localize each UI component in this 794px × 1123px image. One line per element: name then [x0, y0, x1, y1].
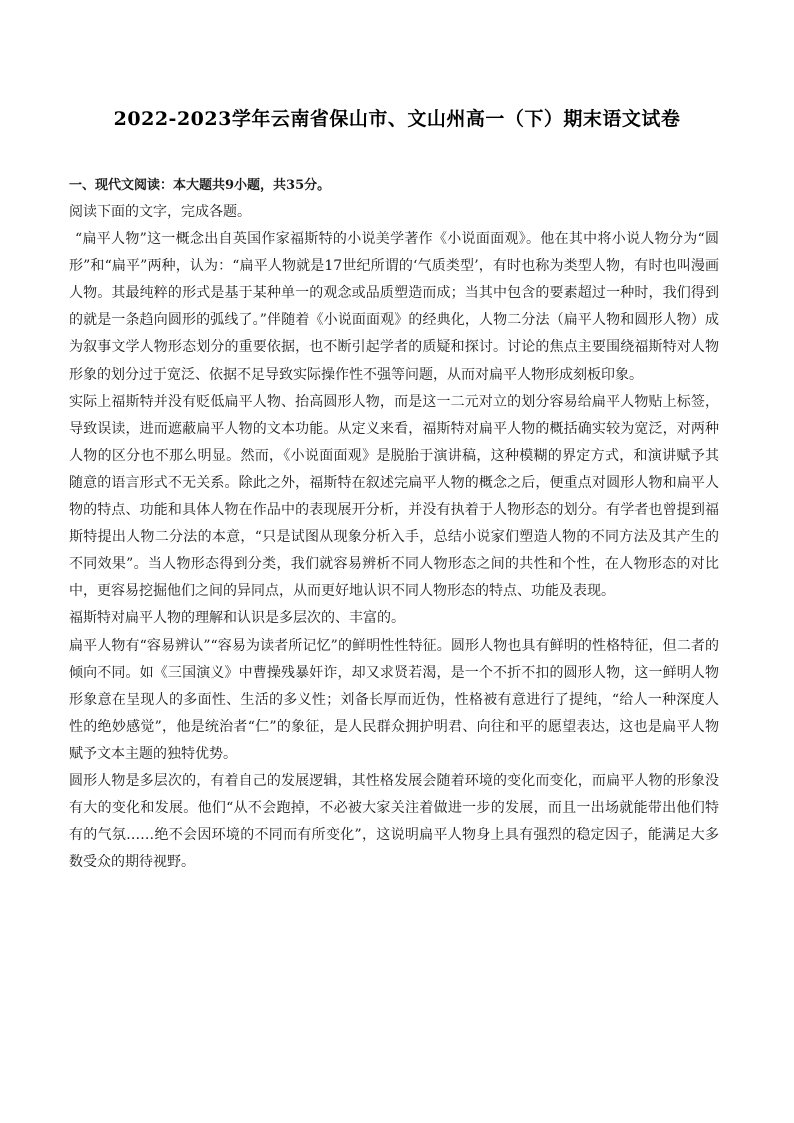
document-title: 2022-2023学年云南省保山市、文山州高一（下）期末语文试卷 [113, 108, 681, 130]
paragraph-3: 福斯特对扁平人物的理解和认识是多层次的、丰富的。 [69, 610, 405, 627]
paragraph-4: 扁平人物有“容易辨认”“容易为读者所记忆”的鲜明性性特征。圆形人物也具有鲜明的性格特征，但二者的倾向不同。如《三国演义》中曹操残暴奸诈，却又求贤若渴，是一个不折不扣的圆形人物，这一鲜明人物形象意在呈现人的多面性、生活的多义性；刘备长厚而近伪，性格被有意进行了提纯，“给人一种深度人性的绝妙感觉”，他是统治者“仁”的象征，是人民群众拥护明君、向往和平的愿望表达，这也是扁平人物赋予文本主题的独特优势。 [69, 637, 719, 762]
instruction-text: 阅读下面的文字，完成各题。 [69, 204, 251, 220]
paragraph-2: 实际上福斯特并没有贬低扁平人物、抬高圆形人物，而是这一二元对立的划分容易给扁平人物贴上标签，导致误读，进而遮蔽扁平人物的文本功能。从定义来看，福斯特对扁平人物的概括确实较为宽泛，对两种人物的区分也不那么明显。然而，《小说面面观》是脱胎于演讲稿，这种模糊的界定方式，和演讲赋予其随意的语言形式不无关系。除此之外，福斯特在叙述完扁平人物的概念之后，便重点对圆形人物和扁平人物的特点、功能和具体人物在作品中的表现展开分析，并没有执着于人物形态的划分。有学者也曾提到福斯特提出人物二分法的本意，“只是试图从现象分析入手，总结小说家们塑造人物的不同方法及其产生的不同效果”。当人物形态得到分类，我们就容易辨析不同人物形态之间的共性和个性，在人物形态的对比中，更容易挖掘他们之间的异同点，从而更好地认识不同人物形态的特点、功能及表现。 [69, 393, 719, 600]
paragraph-1: “扁平人物”这一概念出自英国作家福斯特的小说美学著作《小说面面观》。他在其中将小说人物分为“圆形”和“扁平”两种，认为：“扁平人物就是17世纪所谓的‘气质类型’，有时也称为类型人物，有时也叫漫画人物。其最纯粹的形式是基于某种单一的观念或品质塑造而成；当其中包含的要素超过一种时，我们得到的就是一条趋向圆形的弧线了。”伴随着《小说面面观》的经典化，人物二分法（扁平人物和圆形人物）成为叙事文学人物形态划分的重要依据，也不断引起学者的质疑和探讨。讨论的焦点主要围绕福斯特对人物形象的划分过于宽泛、依据不足导致实际操作性不强等问题，从而对扁平人物形成刻板印象。 [69, 231, 719, 383]
paragraph-5: 圆形人物是多层次的，有着自己的发展逻辑，其性格发展会随着环境的变化而变化，而扁平人物的形象没有大的变化和发展。他们“从不会跑掉，不必被大家关注着做进一步的发展，而且一出场就能带出他们特有的气氛……绝不会因环境的不同而有所变化”，这说明扁平人物身上具有强烈的稳定因子，能满足大多数受众的期待视野。 [69, 772, 719, 871]
section-heading: 一、现代文阅读：本大题共9小题，共35分。 [69, 178, 331, 193]
document-body [69, 172, 719, 876]
